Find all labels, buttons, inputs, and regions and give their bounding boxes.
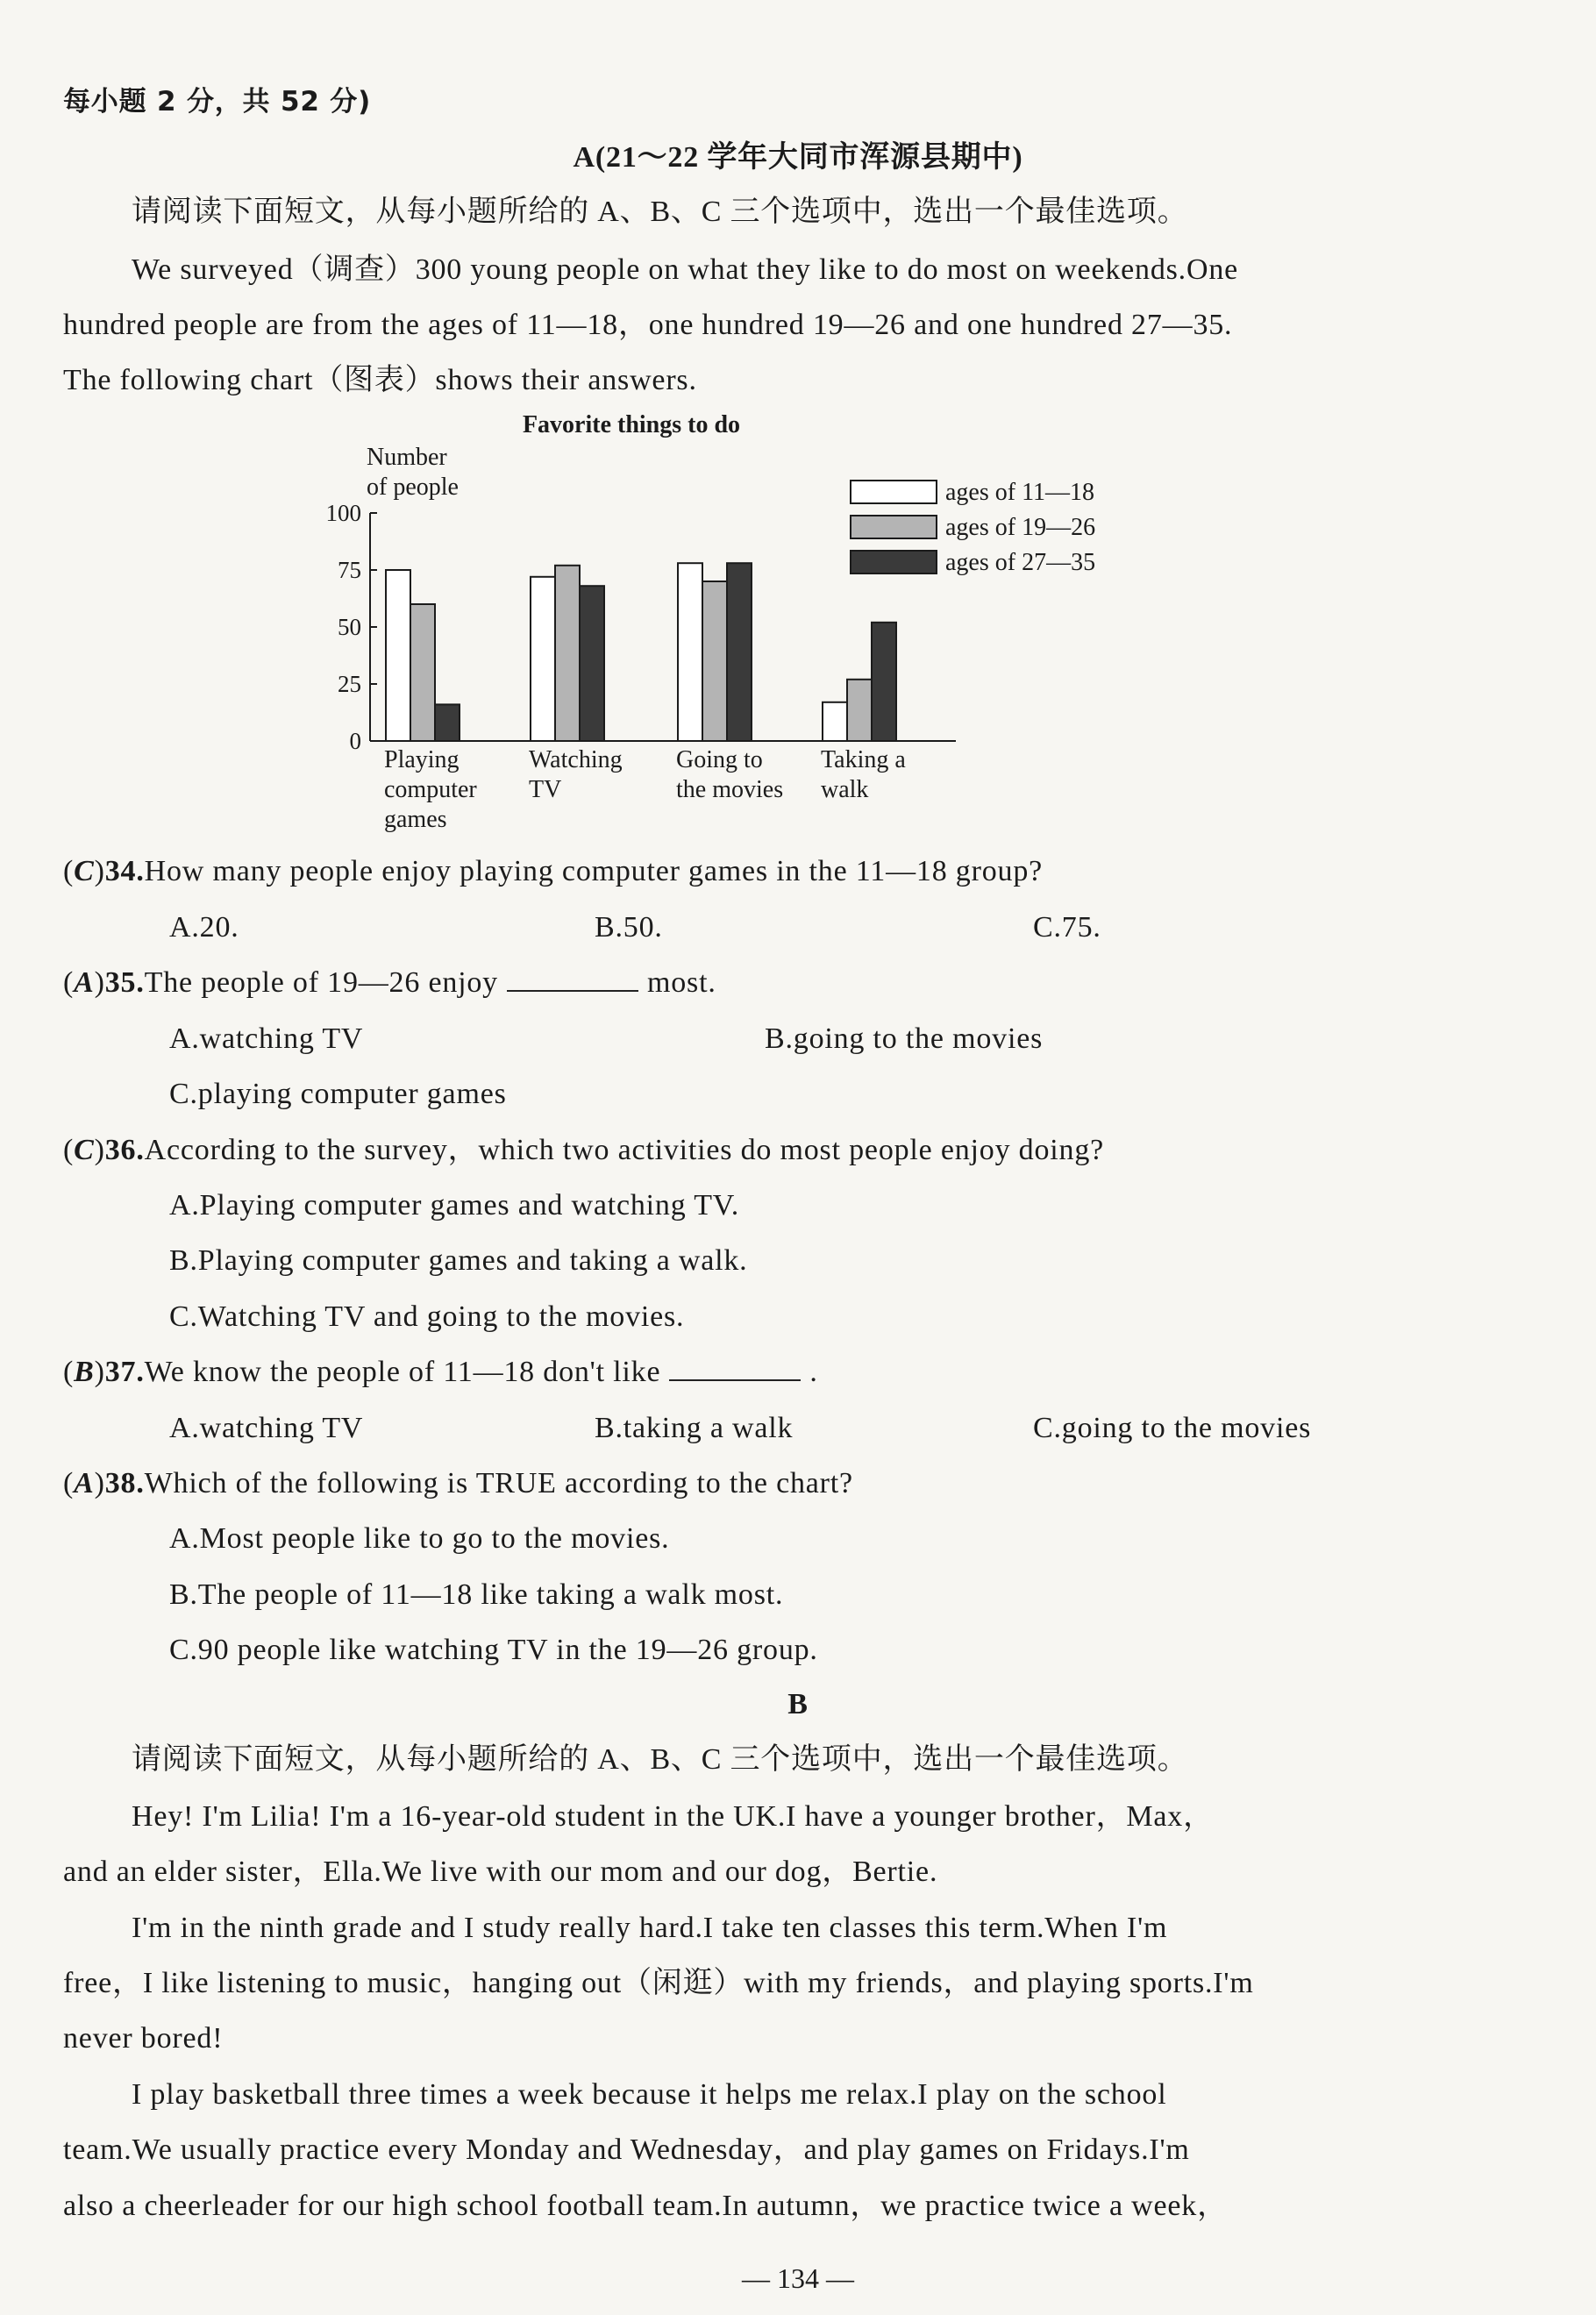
question-number: 34. [104,855,145,887]
option-c: C.90 people like watching TV in the 19—26 group. [169,1634,818,1666]
question-text: How many people enjoy playing computer games in the 11—18 group? [144,855,1044,887]
passage-b-line: never bored! [63,2022,224,2055]
bar-1-2 [531,577,555,741]
legend-entry: ages of 19—26 [945,514,1096,541]
passage-b-line: Hey! I'm Lilia! I'm a 16-year-old student in the UK.I have a younger brother，Max， [132,1800,1214,1833]
score-note: 每小题 2 分，共 52 分) [63,86,372,118]
bar-3-2 [580,586,604,741]
y-tick-label: 25 [338,671,361,697]
question-text: We know the people of 11—18 don't like [144,1356,661,1388]
option-b: B.50. [595,911,663,944]
bar-1-3 [678,563,702,741]
bar-1-1 [386,570,410,741]
section-b-instruction: 请阅读下面短文，从每小题所给的 A、B、C 三个选项中，选出一个最佳选项。 [132,1743,1188,1776]
legend-entry: ages of 11—18 [945,479,1095,506]
question-number: 36. [104,1134,145,1166]
passage-b-line: I'm in the ninth grade and I study really hard.I take ten classes this term.When I'm [132,1912,1168,1944]
passage-a-line: We surveyed（调查）300 young people on what they like to do most on weekends.One [132,253,1239,286]
passage-a-line: hundred people are from the ages of 11—18，one hundred 19—26 and one hundred 27—35. [63,309,1233,341]
option-c: C.75. [1033,911,1101,944]
y-axis-label: Number [367,444,447,471]
y-tick-label: 75 [338,557,361,583]
question-35: (A)35.The people of 19—26 enjoy most. [63,964,716,1002]
question-36: (C)36.According to the survey，which two activities do most people enjoy doing? [63,1134,1105,1166]
y-tick-label: 0 [349,728,361,754]
passage-b-line: team.We usually practice every Monday and Wednesday，and play games on Fridays.I'm [63,2133,1190,2166]
bar-chart-svg [307,412,1140,851]
question-number: 38. [104,1467,145,1499]
option-c: C.going to the movies [1033,1412,1312,1444]
bar-3-3 [727,563,752,741]
x-tick-label: Playing [384,746,460,773]
option-b: B.going to the movies [765,1022,1044,1055]
question-text: The people of 19—26 enjoy [144,966,498,999]
y-tick-label: 100 [325,500,361,526]
bar-2-4 [847,680,872,741]
page-number: — 134 — [742,2262,854,2294]
option-c: C.playing computer games [169,1078,507,1110]
answer-blank [507,964,638,992]
x-tick-label: computer [384,776,477,803]
answer-38: A [74,1467,95,1499]
passage-b-line: also a cheerleader for our high school football team.In autumn，we practice twice a week， [63,2190,1228,2222]
question-text: According to the survey，which two activities do most people enjoy doing? [144,1134,1105,1166]
y-axis-label: of people [367,474,459,501]
question-number: 35. [104,966,145,999]
option-b: B.taking a walk [595,1412,794,1444]
passage-b-line: I play basketball three times a week because it helps me relax.I play on the school [132,2078,1167,2111]
answer-blank [669,1353,801,1381]
legend-swatch [851,551,937,573]
option-b: B.Playing computer games and taking a walk. [169,1244,748,1277]
bar-2-1 [410,604,435,741]
option-a: A.Most people like to go to the movies. [169,1522,670,1555]
y-tick-label: 50 [338,614,361,640]
question-text-tail: . [809,1356,818,1388]
section-a-instruction: 请阅读下面短文，从每小题所给的 A、B、C 三个选项中，选出一个最佳选项。 [132,196,1188,228]
favorite-things-chart [307,412,1140,851]
x-tick-label: the movies [676,776,784,803]
answer-34: C [74,855,95,887]
question-number: 37. [104,1356,145,1388]
answer-35: A [74,966,95,999]
x-tick-label: games [384,806,447,833]
option-a: A.20. [169,911,239,944]
option-a: A.watching TV [169,1412,364,1444]
section-b-title: B [787,1688,809,1720]
question-text-tail: most. [647,966,716,999]
option-a: A.Playing computer games and watching TV. [169,1189,740,1222]
chart-title: Favorite things to do [522,412,741,438]
answer-37: B [74,1356,95,1388]
passage-a-line: The following chart（图表）shows their answers. [63,364,697,396]
section-a-title: A(21～22 学年大同市浑源县期中) [573,141,1023,174]
passage-b-line: free，I like listening to music，hanging out（闲逛）with my friends，and playing sports.I'm [63,1967,1254,1999]
x-tick-label: TV [529,776,562,803]
legend-entry: ages of 27—35 [945,549,1096,576]
answer-36: C [74,1134,95,1166]
question-34: (C)34.How many people enjoy playing computer games in the 11—18 group? [63,855,1044,887]
passage-b-line: and an elder sister，Ella.We live with our mom and our dog，Bertie. [63,1856,938,1888]
bar-1-4 [823,702,847,741]
question-38: (A)38.Which of the following is TRUE according to the chart? [63,1467,853,1499]
bar-3-4 [872,623,896,741]
option-c: C.Watching TV and going to the movies. [169,1300,685,1333]
option-a: A.watching TV [169,1022,364,1055]
option-b: B.The people of 11—18 like taking a walk most. [169,1578,784,1611]
x-tick-label: Watching [529,746,623,773]
x-tick-label: Taking a [821,746,906,773]
legend-swatch [851,516,937,538]
bar-2-2 [555,566,580,741]
x-tick-label: walk [821,776,869,803]
bar-3-1 [435,704,460,741]
question-37: (B)37.We know the people of 11—18 don't like . [63,1353,818,1392]
legend-swatch [851,481,937,503]
x-tick-label: Going to [676,746,763,773]
bar-2-3 [702,581,727,741]
question-text: Which of the following is TRUE according to the chart? [144,1467,853,1499]
